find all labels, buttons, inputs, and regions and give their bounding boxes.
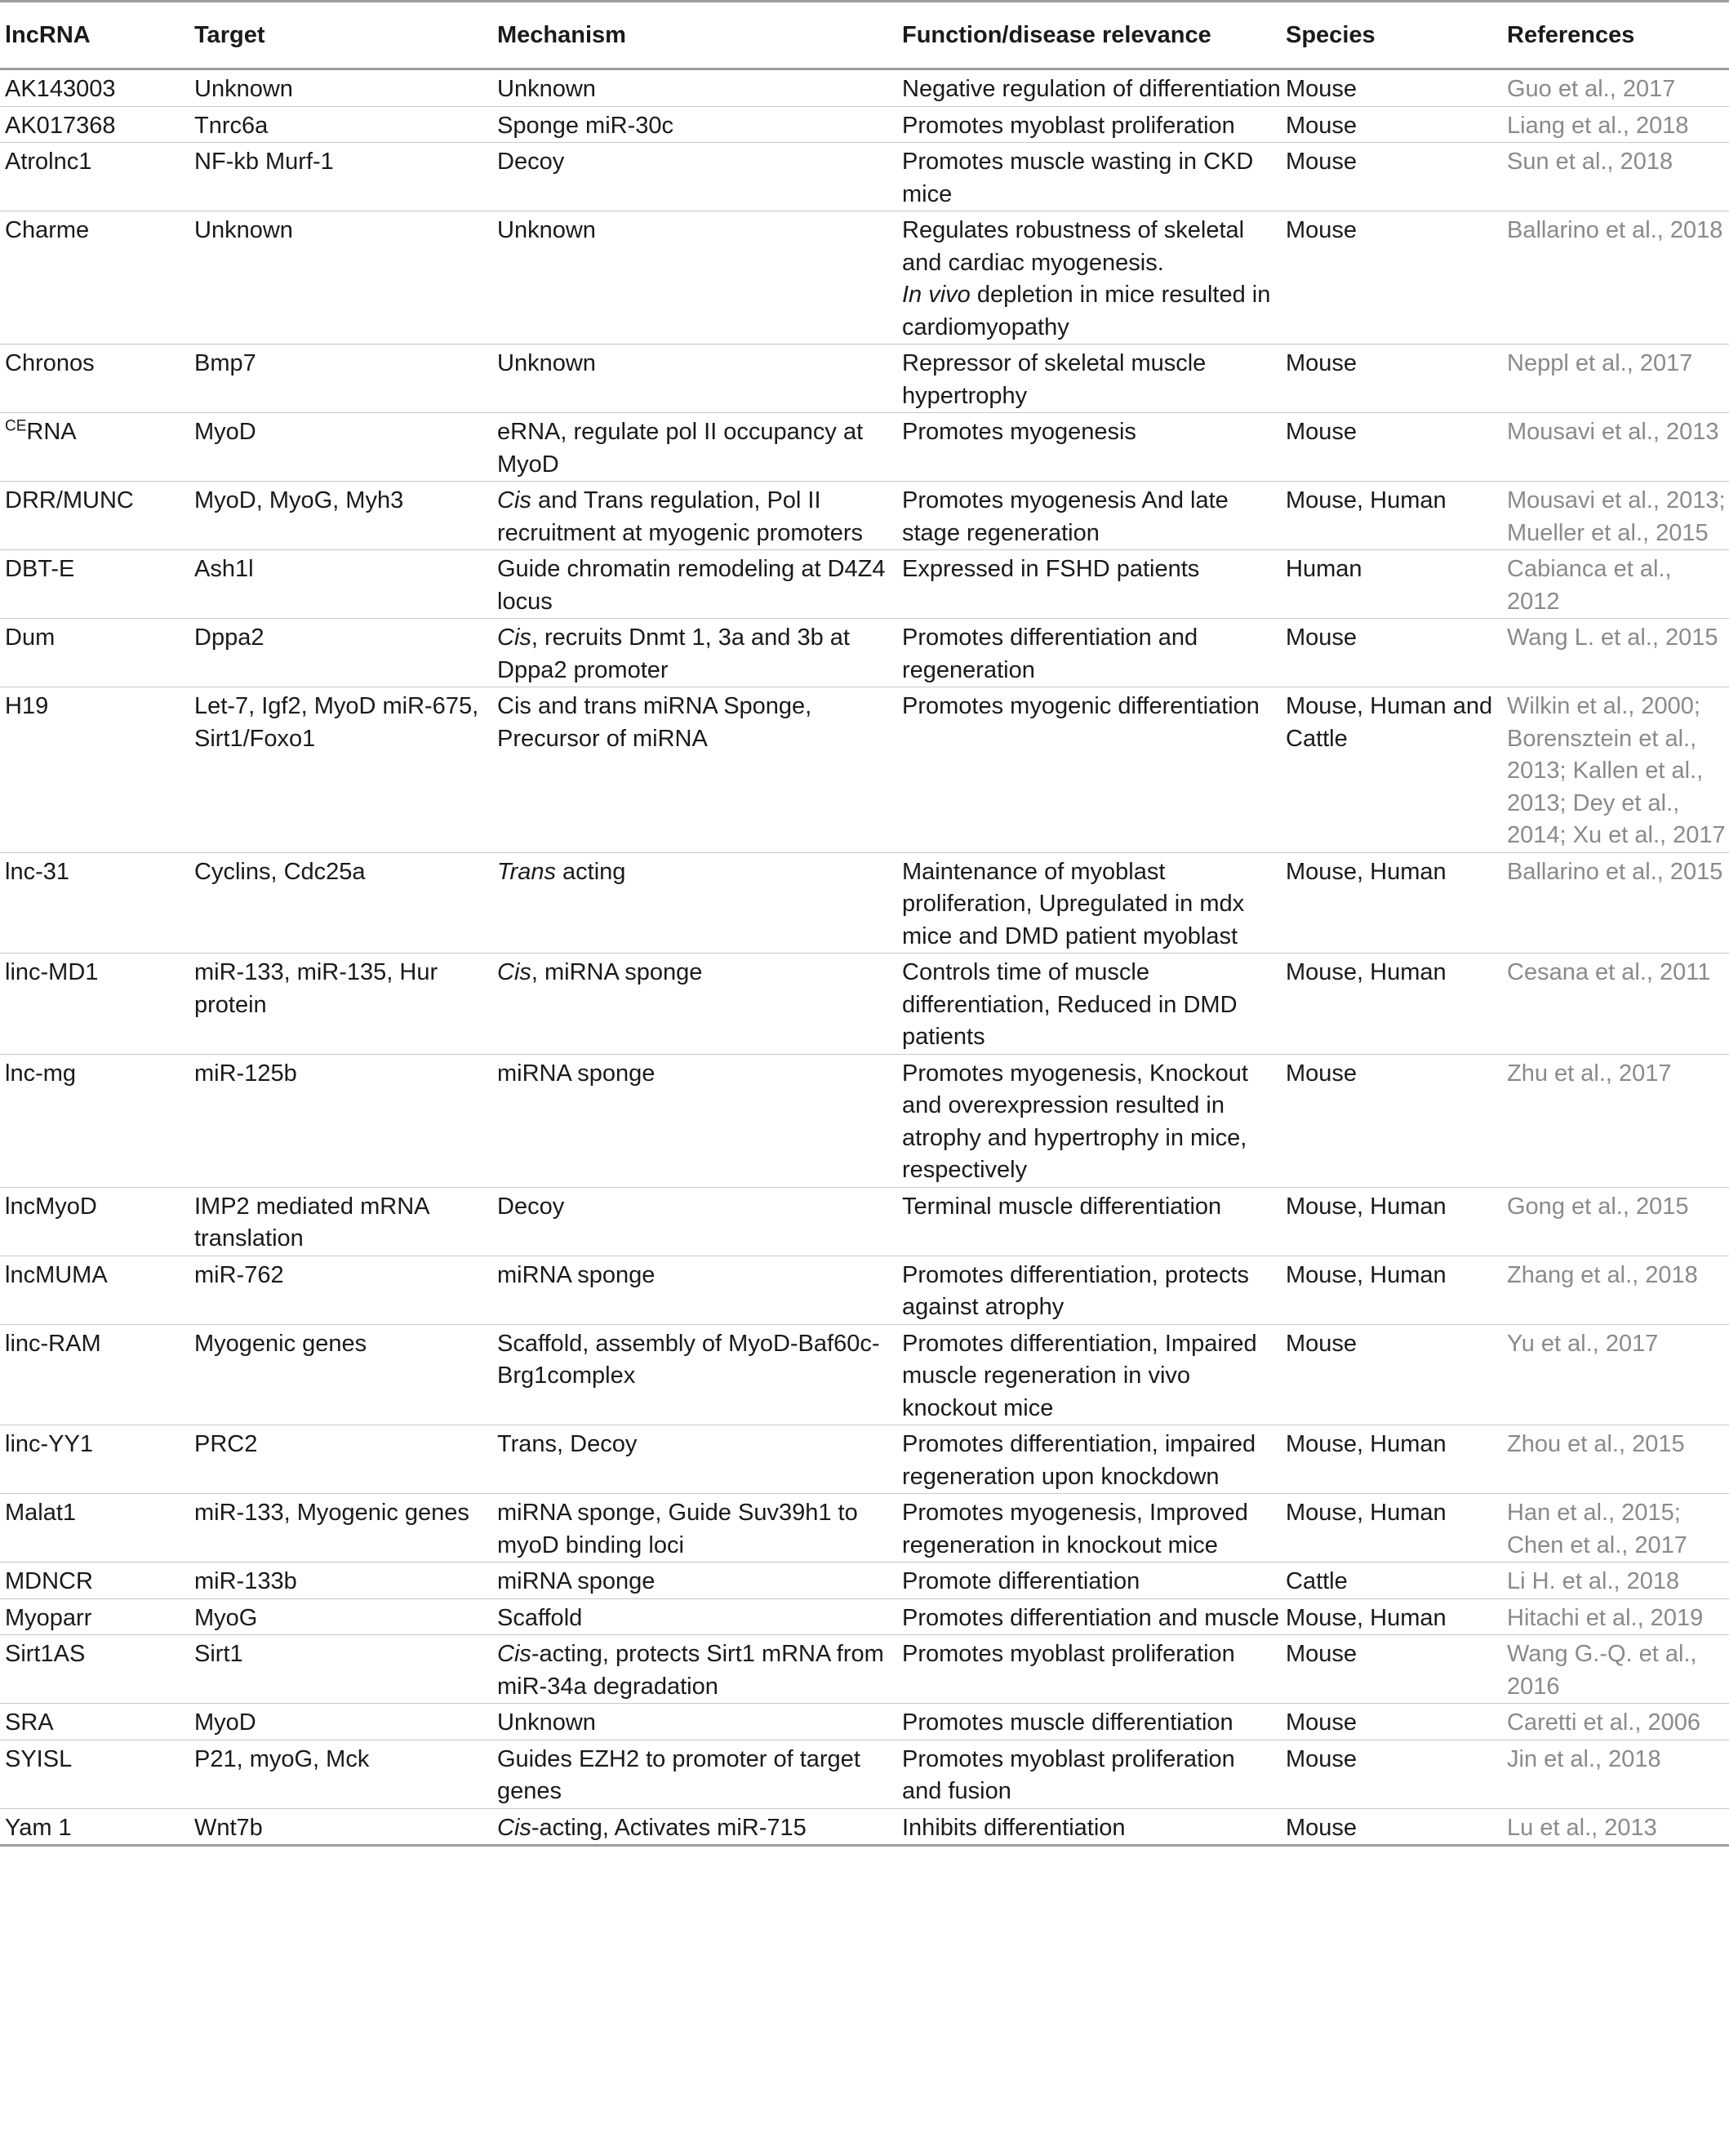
cell-references: Han et al., 2015; Chen et al., 2017 bbox=[1502, 1494, 1729, 1563]
cell-species: Human bbox=[1281, 550, 1502, 619]
cell-references: Zhang et al., 2018 bbox=[1502, 1256, 1729, 1324]
function-text: Promotes myogenesis bbox=[902, 419, 1136, 445]
cell-lncrna bbox=[0, 1563, 189, 1599]
cell-mechanism bbox=[492, 852, 897, 954]
cell-references: Zhu et al., 2017 bbox=[1502, 1054, 1729, 1187]
mechanism-text: miRNA sponge bbox=[497, 1568, 656, 1594]
function-text: Negative regulation of differentiation bbox=[902, 76, 1281, 102]
mechanism-italic: Cis bbox=[497, 1641, 531, 1667]
cell-species: Mouse, Human bbox=[1281, 954, 1502, 1055]
cell-species: Mouse, Human bbox=[1281, 852, 1502, 954]
function-text: Controls time of muscle differentiation, Reduced in DMD patients bbox=[902, 959, 1238, 1050]
cell-target: Myogenic genes bbox=[189, 1324, 492, 1425]
cell-species: Mouse bbox=[1281, 1740, 1502, 1808]
mechanism-text: Guides EZH2 to promoter of target genes bbox=[497, 1745, 860, 1804]
cell-function bbox=[897, 852, 1281, 954]
cell-references: Cesana et al., 2011 bbox=[1502, 954, 1729, 1055]
mechanism-text: Scaffold, assembly of MyoD-Baf60c-Brg1complex bbox=[497, 1330, 880, 1389]
cell-species: Mouse bbox=[1281, 345, 1502, 413]
cell-mechanism bbox=[492, 1740, 897, 1808]
function-text: Promotes muscle differentiation bbox=[902, 1709, 1233, 1736]
mechanism-text: -acting, Activates miR-715 bbox=[531, 1814, 807, 1841]
header-species: Species bbox=[1281, 2, 1502, 69]
function-text: Promotes myoblast proliferation bbox=[902, 112, 1235, 139]
mechanism-text: , recruits Dnmt 1, 3a and 3b at Dppa2 promoter bbox=[497, 625, 850, 683]
mechanism-text: miRNA sponge bbox=[497, 1060, 656, 1087]
cell-function bbox=[897, 1054, 1281, 1187]
cell-references: Ballarino et al., 2018 bbox=[1502, 211, 1729, 345]
cell-target: miR-762 bbox=[189, 1256, 492, 1324]
function-text: Promotes differentiation and regeneration bbox=[902, 625, 1198, 683]
function-text: Maintenance of myoblast proliferation, Upregulated in mdx mice and DMD patient myoblast bbox=[902, 858, 1245, 949]
cell-references: Wilkin et al., 2000; Borensztein et al., 2013; Kallen et al., 2013; Dey et al., 2014; Xu et al., 2017 bbox=[1502, 687, 1729, 853]
cell-function bbox=[897, 1324, 1281, 1425]
lncrna-name: SYISL bbox=[5, 1745, 73, 1772]
cell-species: Mouse bbox=[1281, 69, 1502, 107]
cell-lncrna bbox=[0, 1808, 189, 1846]
cell-references: Hitachi et al., 2019 bbox=[1502, 1598, 1729, 1635]
table-row bbox=[0, 619, 1729, 687]
mechanism-text: Sponge miR-30c bbox=[497, 112, 673, 139]
cell-references: Caretti et al., 2006 bbox=[1502, 1704, 1729, 1740]
cell-lncrna bbox=[0, 1494, 189, 1563]
cell-species: Mouse, Human bbox=[1281, 482, 1502, 550]
function-text: depletion in mice resulted in cardiomyopathy bbox=[902, 282, 1271, 340]
table-header bbox=[0, 2, 1729, 69]
cell-species: Mouse bbox=[1281, 1054, 1502, 1187]
lncrna-name: DRR/MUNC bbox=[5, 487, 134, 513]
table-row bbox=[0, 106, 1729, 143]
table-row bbox=[0, 1494, 1729, 1563]
cell-target: Cyclins, Cdc25a bbox=[189, 852, 492, 954]
table-row bbox=[0, 1256, 1729, 1324]
lncrna-name: lncMUMA bbox=[5, 1261, 108, 1288]
cell-species: Mouse bbox=[1281, 413, 1502, 482]
cell-species: Mouse, Human bbox=[1281, 1256, 1502, 1324]
mechanism-text: and Trans regulation, Pol II recruitment at myogenic promoters bbox=[497, 487, 864, 546]
header-target: Target bbox=[189, 2, 492, 69]
cell-lncrna bbox=[0, 619, 189, 687]
cell-mechanism bbox=[492, 1494, 897, 1563]
cell-references: Wang L. et al., 2015 bbox=[1502, 619, 1729, 687]
cell-function bbox=[897, 1187, 1281, 1256]
lncrna-name: SRA bbox=[5, 1709, 54, 1736]
lncrna-name: Yam 1 bbox=[5, 1814, 72, 1841]
cell-function bbox=[897, 211, 1281, 345]
cell-target: MyoD bbox=[189, 1704, 492, 1740]
cell-mechanism bbox=[492, 413, 897, 482]
cell-mechanism bbox=[492, 1563, 897, 1599]
cell-function bbox=[897, 143, 1281, 211]
table-row bbox=[0, 143, 1729, 211]
table-row bbox=[0, 1808, 1729, 1846]
mechanism-text: Decoy bbox=[497, 1193, 565, 1220]
cell-lncrna bbox=[0, 1740, 189, 1808]
mechanism-italic: Trans bbox=[497, 858, 556, 885]
mechanism-text: acting bbox=[555, 858, 626, 885]
lncrna-name: Malat1 bbox=[5, 1500, 77, 1526]
cell-target: Let-7, Igf2, MyoD miR-675, Sirt1/Foxo1 bbox=[189, 687, 492, 853]
lncrna-name: RNA bbox=[26, 419, 77, 445]
cell-function bbox=[897, 1635, 1281, 1704]
cell-target: miR-133, Myogenic genes bbox=[189, 1494, 492, 1563]
cell-references: Sun et al., 2018 bbox=[1502, 143, 1729, 211]
mechanism-text: miRNA sponge bbox=[497, 1261, 656, 1288]
lncrna-name: lnc-mg bbox=[5, 1060, 77, 1087]
cell-lncrna bbox=[0, 482, 189, 550]
table-row bbox=[0, 954, 1729, 1055]
header-row bbox=[0, 2, 1729, 69]
mechanism-text: Trans, Decoy bbox=[497, 1431, 638, 1457]
cell-lncrna bbox=[0, 954, 189, 1055]
cell-species: Mouse bbox=[1281, 619, 1502, 687]
lncrna-name: lnc-31 bbox=[5, 858, 69, 885]
lncrna-name: AK017368 bbox=[5, 112, 116, 139]
mechanism-text: Unknown bbox=[497, 1709, 596, 1736]
function-text: Promotes myogenesis And late stage regeneration bbox=[902, 487, 1229, 546]
table-row bbox=[0, 1187, 1729, 1256]
lncrna-name: DBT-E bbox=[5, 556, 75, 582]
mechanism-text: miRNA sponge, Guide Suv39h1 to myoD binding loci bbox=[497, 1500, 858, 1558]
cell-lncrna bbox=[0, 1187, 189, 1256]
cell-mechanism bbox=[492, 1808, 897, 1846]
cell-target: miR-125b bbox=[189, 1054, 492, 1187]
cell-target: Wnt7b bbox=[189, 1808, 492, 1846]
cell-target: miR-133b bbox=[189, 1563, 492, 1599]
cell-target: Ash1l bbox=[189, 550, 492, 619]
table-row bbox=[0, 1635, 1729, 1704]
table-row bbox=[0, 852, 1729, 954]
lncrna-name: AK143003 bbox=[5, 76, 116, 102]
mechanism-italic: Cis bbox=[497, 487, 531, 513]
lncrna-name: Chronos bbox=[5, 350, 95, 376]
cell-target: NF-kb Murf-1 bbox=[189, 143, 492, 211]
cell-lncrna bbox=[0, 1054, 189, 1187]
cell-function bbox=[897, 1494, 1281, 1563]
cell-lncrna bbox=[0, 1425, 189, 1494]
cell-target: MyoD bbox=[189, 413, 492, 482]
function-text: Expressed in FSHD patients bbox=[902, 556, 1200, 582]
table-body bbox=[0, 69, 1729, 1846]
cell-species: Mouse bbox=[1281, 106, 1502, 143]
cell-lncrna bbox=[0, 143, 189, 211]
cell-target: miR-133, miR-135, Hur protein bbox=[189, 954, 492, 1055]
function-text: Promotes myogenic differentiation bbox=[902, 693, 1260, 719]
lncrna-name: linc-YY1 bbox=[5, 1431, 93, 1457]
cell-mechanism bbox=[492, 69, 897, 107]
cell-lncrna bbox=[0, 852, 189, 954]
table-row bbox=[0, 1563, 1729, 1599]
cell-references: Yu et al., 2017 bbox=[1502, 1324, 1729, 1425]
function-text: Promotes myogenesis, Improved regeneration in knockout mice bbox=[902, 1500, 1248, 1558]
mechanism-text: Unknown bbox=[497, 350, 596, 376]
cell-target: MyoD, MyoG, Myh3 bbox=[189, 482, 492, 550]
mechanism-text: Scaffold bbox=[497, 1604, 583, 1631]
cell-target: MyoG bbox=[189, 1598, 492, 1635]
lncrna-name: Sirt1AS bbox=[5, 1641, 86, 1667]
cell-mechanism bbox=[492, 550, 897, 619]
cell-references: Mousavi et al., 2013 bbox=[1502, 413, 1729, 482]
lncrna-name: linc-RAM bbox=[5, 1330, 101, 1357]
mechanism-text: Guide chromatin remodeling at D4Z4 locus bbox=[497, 556, 886, 615]
cell-mechanism bbox=[492, 1324, 897, 1425]
cell-references: Zhou et al., 2015 bbox=[1502, 1425, 1729, 1494]
cell-species: Mouse, Human bbox=[1281, 1598, 1502, 1635]
cell-species: Mouse bbox=[1281, 1635, 1502, 1704]
cell-target: PRC2 bbox=[189, 1425, 492, 1494]
cell-lncrna bbox=[0, 1704, 189, 1740]
cell-mechanism bbox=[492, 619, 897, 687]
cell-species: Mouse bbox=[1281, 1324, 1502, 1425]
cell-target: P21, myoG, Mck bbox=[189, 1740, 492, 1808]
cell-mechanism bbox=[492, 482, 897, 550]
lncrna-name: Charme bbox=[5, 217, 90, 243]
cell-lncrna bbox=[0, 69, 189, 107]
cell-mechanism bbox=[492, 345, 897, 413]
cell-references: Gong et al., 2015 bbox=[1502, 1187, 1729, 1256]
cell-function bbox=[897, 1425, 1281, 1494]
cell-species: Mouse, Human bbox=[1281, 1494, 1502, 1563]
cell-lncrna bbox=[0, 211, 189, 345]
cell-function bbox=[897, 1256, 1281, 1324]
cell-species: Mouse, Human bbox=[1281, 1187, 1502, 1256]
cell-target: IMP2 mediated mRNA translation bbox=[189, 1187, 492, 1256]
lncrna-name: H19 bbox=[5, 693, 49, 719]
lncrna-name: Myoparr bbox=[5, 1604, 92, 1631]
cell-references: Neppl et al., 2017 bbox=[1502, 345, 1729, 413]
table-row bbox=[0, 69, 1729, 107]
cell-mechanism bbox=[492, 143, 897, 211]
cell-references: Cabianca et al., 2012 bbox=[1502, 550, 1729, 619]
mechanism-italic: Cis bbox=[497, 1814, 531, 1841]
function-text: Repressor of skeletal muscle hypertrophy bbox=[902, 350, 1207, 409]
function-text: Promotes myoblast proliferation bbox=[902, 1641, 1235, 1667]
mechanism-text: Unknown bbox=[497, 76, 596, 102]
cell-mechanism bbox=[492, 1187, 897, 1256]
cell-lncrna bbox=[0, 106, 189, 143]
table-row bbox=[0, 687, 1729, 853]
cell-function bbox=[897, 482, 1281, 550]
cell-mechanism bbox=[492, 687, 897, 853]
header-mechanism: Mechanism bbox=[492, 2, 897, 69]
cell-target: Tnrc6a bbox=[189, 106, 492, 143]
cell-function bbox=[897, 550, 1281, 619]
cell-lncrna bbox=[0, 1256, 189, 1324]
function-text: Terminal muscle differentiation bbox=[902, 1193, 1222, 1220]
cell-mechanism bbox=[492, 211, 897, 345]
table-row bbox=[0, 345, 1729, 413]
cell-function bbox=[897, 345, 1281, 413]
cell-species: Mouse, Human and Cattle bbox=[1281, 687, 1502, 853]
cell-species: Cattle bbox=[1281, 1563, 1502, 1599]
cell-lncrna bbox=[0, 1635, 189, 1704]
cell-mechanism bbox=[492, 1425, 897, 1494]
cell-mechanism bbox=[492, 1598, 897, 1635]
lncrna-name: MDNCR bbox=[5, 1568, 93, 1594]
table-row bbox=[0, 1054, 1729, 1187]
mechanism-italic: Cis bbox=[497, 959, 531, 985]
function-text: Promotes myoblast proliferation and fusion bbox=[902, 1745, 1235, 1804]
table-row bbox=[0, 413, 1729, 482]
cell-species: Mouse bbox=[1281, 1808, 1502, 1846]
cell-species: Mouse bbox=[1281, 211, 1502, 345]
cell-target: Unknown bbox=[189, 211, 492, 345]
header-function: Function/disease relevance bbox=[897, 2, 1281, 69]
cell-target: Sirt1 bbox=[189, 1635, 492, 1704]
cell-lncrna bbox=[0, 345, 189, 413]
table-row bbox=[0, 1740, 1729, 1808]
function-text: Promotes differentiation, Impaired muscle regeneration in vivo knockout mice bbox=[902, 1330, 1257, 1421]
cell-function bbox=[897, 687, 1281, 853]
cell-references: Guo et al., 2017 bbox=[1502, 69, 1729, 107]
mechanism-italic: Cis bbox=[497, 625, 531, 651]
mechanism-text: Decoy bbox=[497, 149, 565, 175]
cell-mechanism bbox=[492, 954, 897, 1055]
function-italic: In vivo bbox=[902, 282, 971, 308]
cell-references: Ballarino et al., 2015 bbox=[1502, 852, 1729, 954]
cell-lncrna bbox=[0, 1324, 189, 1425]
function-text: Promote differentiation bbox=[902, 1568, 1140, 1594]
cell-function bbox=[897, 1563, 1281, 1599]
cell-target: Unknown bbox=[189, 69, 492, 107]
cell-lncrna bbox=[0, 550, 189, 619]
table-row bbox=[0, 550, 1729, 619]
table-row bbox=[0, 1324, 1729, 1425]
cell-function bbox=[897, 106, 1281, 143]
cell-references: Liang et al., 2018 bbox=[1502, 106, 1729, 143]
function-text: Promotes differentiation, impaired regeneration upon knockdown bbox=[902, 1431, 1256, 1490]
cell-lncrna bbox=[0, 1598, 189, 1635]
cell-function bbox=[897, 1598, 1281, 1635]
function-text: Promotes muscle wasting in CKD mice bbox=[902, 149, 1254, 207]
cell-mechanism bbox=[492, 1256, 897, 1324]
cell-references: Wang G.-Q. et al., 2016 bbox=[1502, 1635, 1729, 1704]
cell-mechanism bbox=[492, 1635, 897, 1704]
lncrna-name: Atrolnc1 bbox=[5, 149, 92, 175]
mechanism-text: -acting, protects Sirt1 mRNA from miR-34a degradation bbox=[497, 1641, 884, 1700]
mechanism-text: , miRNA sponge bbox=[531, 959, 703, 985]
function-text: Promotes myogenesis, Knockout and overexpression resulted in atrophy and hypertrophy in mice, respectively bbox=[902, 1060, 1248, 1183]
cell-references: Mousavi et al., 2013; Mueller et al., 2015 bbox=[1502, 482, 1729, 550]
cell-references: Lu et al., 2013 bbox=[1502, 1808, 1729, 1846]
function-text: Promotes differentiation and muscle bbox=[902, 1604, 1280, 1631]
function-text: Regulates robustness of skeletal and cardiac myogenesis. bbox=[902, 217, 1245, 276]
cell-function bbox=[897, 954, 1281, 1055]
cell-lncrna bbox=[0, 413, 189, 482]
table-row bbox=[0, 1425, 1729, 1494]
cell-references: Jin et al., 2018 bbox=[1502, 1740, 1729, 1808]
table-row bbox=[0, 211, 1729, 345]
lncrna-name: lncMyoD bbox=[5, 1193, 97, 1220]
cell-lncrna bbox=[0, 687, 189, 853]
cell-mechanism bbox=[492, 1704, 897, 1740]
cell-function bbox=[897, 69, 1281, 107]
cell-mechanism bbox=[492, 1054, 897, 1187]
function-text: Promotes differentiation, protects against atrophy bbox=[902, 1261, 1250, 1320]
cell-species: Mouse, Human bbox=[1281, 1425, 1502, 1494]
cell-function bbox=[897, 1808, 1281, 1846]
cell-references: Li H. et al., 2018 bbox=[1502, 1563, 1729, 1599]
lncrna-superscript: CE bbox=[5, 417, 27, 435]
header-lncrna: lncRNA bbox=[0, 2, 189, 69]
cell-function bbox=[897, 413, 1281, 482]
cell-species: Mouse bbox=[1281, 143, 1502, 211]
mechanism-text: Cis and trans miRNA Sponge, Precursor of miRNA bbox=[497, 693, 812, 752]
table-row bbox=[0, 1598, 1729, 1635]
cell-species: Mouse bbox=[1281, 1704, 1502, 1740]
lncrna-name: Dum bbox=[5, 625, 56, 651]
mechanism-text: Unknown bbox=[497, 217, 596, 243]
cell-function bbox=[897, 619, 1281, 687]
table-row bbox=[0, 1704, 1729, 1740]
cell-mechanism bbox=[492, 106, 897, 143]
table-row bbox=[0, 482, 1729, 550]
cell-function bbox=[897, 1704, 1281, 1740]
cell-target: Bmp7 bbox=[189, 345, 492, 413]
lncrna-name: linc-MD1 bbox=[5, 959, 99, 985]
function-text: Inhibits differentiation bbox=[902, 1814, 1126, 1841]
cell-function bbox=[897, 1740, 1281, 1808]
mechanism-text: eRNA, regulate pol II occupancy at MyoD bbox=[497, 419, 864, 478]
cell-target: Dppa2 bbox=[189, 619, 492, 687]
header-references: References bbox=[1502, 2, 1729, 69]
